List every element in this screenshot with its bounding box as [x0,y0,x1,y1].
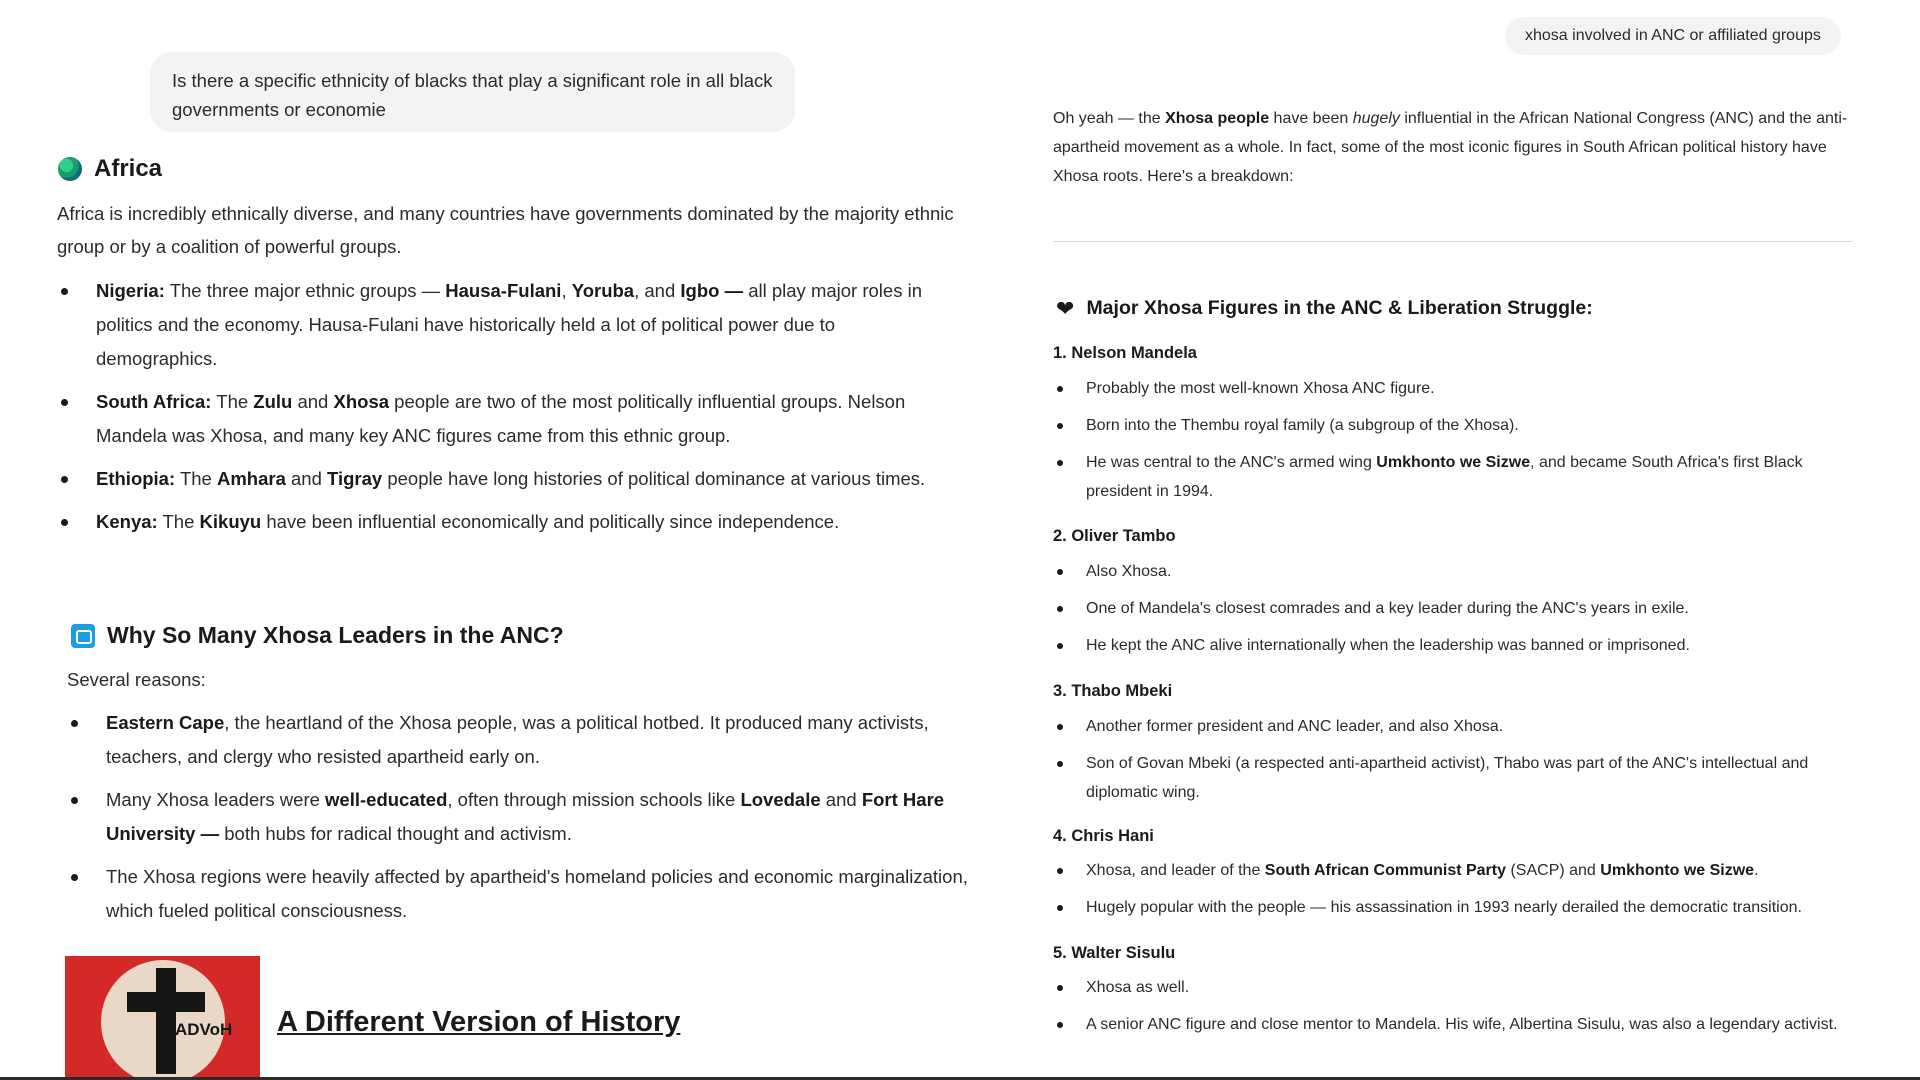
heart-icon: ❤ [1056,295,1075,321]
figure-heading: 2. Oliver Tambo [1053,527,1176,545]
list-item: Also Xhosa. [1053,557,1853,586]
figure-heading: 5. Walter Sisulu [1053,944,1176,962]
africa-title: Africa [94,155,163,182]
why-title: Why So Many Xhosa Leaders in the ANC? [107,622,564,648]
figure-heading: 4. Chris Hani [1053,827,1154,845]
list-item: Probably the most well-known Xhosa ANC figure. [1053,374,1853,403]
figure-points [1053,712,1853,815]
list-item: The Xhosa regions were heavily affected by apartheid's homeland policies and economic marginalization, which fueled political consciousness. [67,860,977,928]
user-message-text: Is there a specific ethnicity of blacks that play a significant role in all black governments or economie [172,70,773,120]
why-list [67,706,977,937]
africa-intro: Africa is incredibly ethnically diverse, and many countries have governments dominated by the majority ethnic group or by a coalition of powerful groups. [57,203,954,257]
channel-logo [65,956,260,1077]
refresh-icon [71,624,95,648]
divider [1053,241,1853,242]
globe-icon [58,157,82,181]
figures-heading [1056,297,1593,320]
list-item: Born into the Thembu royal family (a subgroup of the Xhosa). [1053,411,1853,440]
list-item: South Africa: The Zulu and Xhosa people are two of the most politically influential groups. Nelson Mandela was Xhosa, and many key ANC figures came from this ethnic group. [57,385,957,453]
list-item: Son of Govan Mbeki (a respected anti-apartheid activist), Thabo was part of the ANC's intellectual and diplomatic wing. [1053,749,1853,807]
list-item: Xhosa, and leader of the South African Communist Party (SACP) and Umkhonto we Sizwe. [1053,856,1853,885]
figure-points [1053,557,1853,668]
logo-text: ADVoH [175,1020,233,1039]
figure-points [1053,856,1853,930]
list-item: Nigeria: The three major ethnic groups — Hausa-Fulani, Yoruba, and Igbo — all play major roles in politics and the economy. Hausa-Fulani have historically held a lot of political power due to demographics. [57,274,957,376]
figures-title: Major Xhosa Figures in the ANC & Liberation Struggle: [1086,297,1593,319]
why-heading [71,622,564,649]
list-item: Ethiopia: The Amhara and Tigray people have long histories of political dominance at various times. [57,462,957,496]
list-item: A senior ANC figure and close mentor to Mandela. His wife, Albertina Sisulu, was also a legendary activist. [1053,1010,1853,1039]
why-intro: Several reasons: [67,669,206,690]
assistant-intro: Oh yeah — the Xhosa people have been hugely influential in the African National Congress (ANC) and the anti-apartheid movement as a whole. In fact, some of the most iconic figures in South African political history have Xhosa roots. Here's a breakdown: [1053,110,1848,185]
channel-name-link[interactable]: A Different Version of History [277,1006,681,1038]
user-message-bubble [150,52,795,132]
list-item: Many Xhosa leaders were well-educated, often through mission schools like Lovedale and Fort Hare University — both hubs for radical thought and activism. [67,783,977,851]
cross-icon [156,968,176,1074]
list-item: Hugely popular with the people — his assassination in 1993 nearly derailed the democratic transition. [1053,893,1853,922]
figure-heading: 3. Thabo Mbeki [1053,682,1173,700]
figure-points [1053,374,1853,514]
list-item: Kenya: The Kikuyu have been influential economically and politically since independence. [57,505,957,539]
cross-icon-bar [127,992,205,1012]
africa-list [57,274,957,548]
list-item: Eastern Cape, the heartland of the Xhosa people, was a political hotbed. It produced many activists, teachers, and clergy who resisted apartheid early on. [67,706,977,774]
africa-heading [58,155,162,183]
list-item: He was central to the ANC's armed wing Umkhonto we Sizwe, and became South Africa's first Black president in 1994. [1053,448,1853,506]
user-message-text-right: xhosa involved in ANC or affiliated groups [1525,27,1821,44]
list-item: Xhosa as well. [1053,973,1853,1002]
figure-heading: 1. Nelson Mandela [1053,344,1197,362]
list-item: One of Mandela's closest comrades and a key leader during the ANC's years in exile. [1053,594,1853,623]
figure-points [1053,973,1853,1047]
user-message-bubble-right [1505,17,1841,55]
list-item: He kept the ANC alive internationally when the leadership was banned or imprisoned. [1053,631,1853,660]
list-item: Another former president and ANC leader, and also Xhosa. [1053,712,1853,741]
